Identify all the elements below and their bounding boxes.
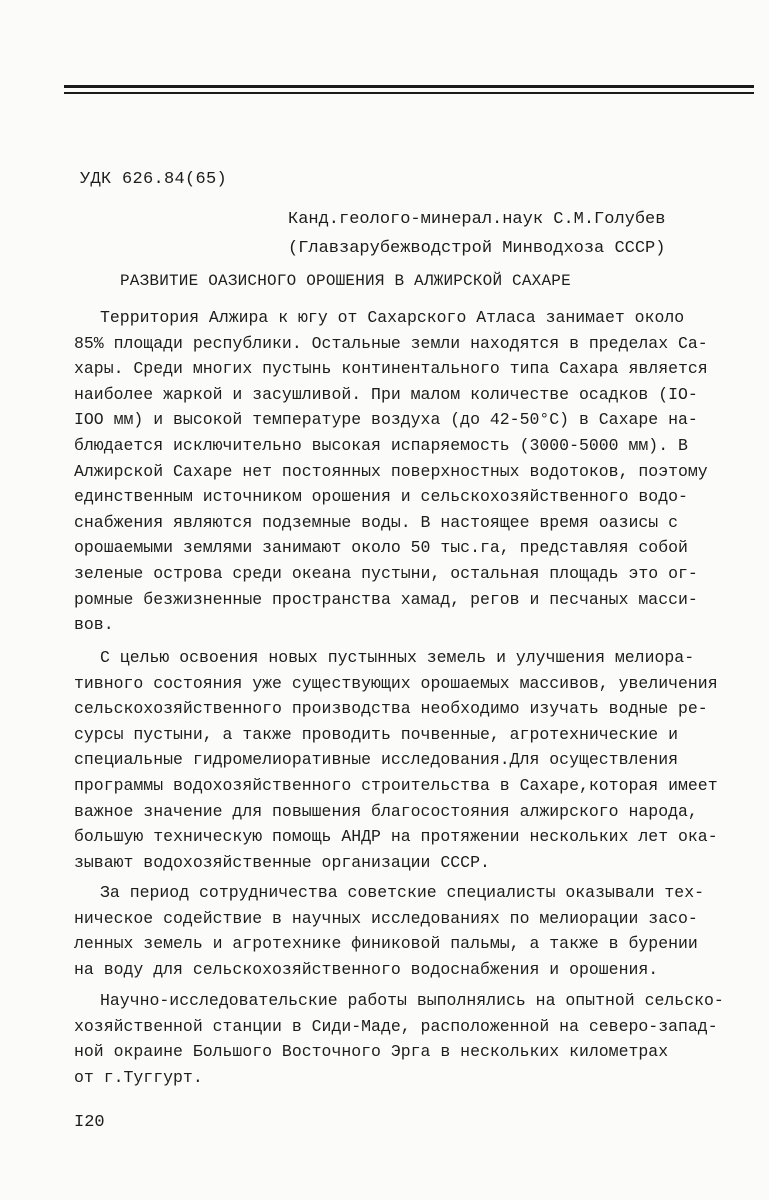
text-line: хозяйственной станции в Сиди-Маде, расположенной на северо-запад- [74, 1016, 718, 1036]
text-line: важное значение для повышения благосостояния алжирского народа, [74, 801, 698, 821]
text-line: За период сотрудничества советские специалисты оказывали тех- [100, 883, 704, 902]
text-line: ленных земель и агротехнике финиковой пальмы, а также в бурении [74, 934, 698, 954]
page-number: I20 [74, 1113, 105, 1132]
udk-code: УДК 626.84(65) [80, 170, 228, 189]
text-line: единственным источником орошения и сельскохозяйственного водо- [74, 487, 688, 507]
text-line: специальные гидромелиоративные исследования.Для осуществления [74, 750, 678, 770]
text-line: зеленые острова среди океана пустыни, остальная площадь это ог- [74, 563, 698, 583]
text-line: блюдается исключительно высокая испаряемость (3000-5000 мм). В [74, 435, 688, 455]
header-rule-top [64, 85, 754, 88]
text-line: сельскохозяйственного производства необходимо изучать водные ре- [74, 699, 708, 719]
text-line: Территория Алжира к югу от Сахарского Атласа занимает около [100, 308, 685, 327]
text-line: программы водохозяйственного строительства в Сахаре,которая имеет [74, 775, 718, 795]
text-line: IOO мм) и высокой температуре воздуха (до 42-50°С) в Сахаре на- [74, 410, 698, 430]
text-line: орошаемыми землями занимают около 50 тыс.га, представляя собой [74, 538, 688, 558]
paragraph-1 [74, 305, 764, 638]
text-line: большую техническую помощь АНДР на протяжении нескольких лет ока- [74, 827, 718, 847]
text-line: тивного состояния уже существующих орошаемых массивов, увеличения [74, 673, 718, 693]
text-line: ромные безжизненные пространства хамад, регов и песчаных масси- [74, 589, 698, 609]
text-line: снабжения являются подземные воды. В настоящее время оазисы с [74, 512, 678, 532]
text-line: от г.Туггурт. [74, 1067, 203, 1087]
text-line: Научно-исследовательские работы выполнялись на опытной сельско- [100, 991, 724, 1010]
header-rule-bottom [64, 92, 754, 94]
author-block [288, 205, 665, 263]
article-title: РАЗВИТИЕ ОАЗИСНОГО ОРОШЕНИЯ В АЛЖИРСКОЙ САХАРЕ [120, 272, 571, 290]
paragraph-4 [74, 988, 764, 1090]
text-line: хары. Среди многих пустынь континентального типа Сахара является [74, 359, 708, 379]
text-line: вов. [74, 615, 114, 635]
text-line: сурсы пустыни, а также проводить почвенные, агротехнические и [74, 724, 678, 744]
text-line: на воду для сельскохозяйственного водоснабжения и орошения. [74, 959, 659, 979]
text-line: 85% площади республики. Остальные земли находятся в пределах Са- [74, 333, 708, 353]
text-line: зывают водохозяйственные организации СССР. [74, 852, 490, 872]
text-line: С целью освоения новых пустынных земель и улучшения мелиора- [100, 648, 695, 667]
text-line: ной окраине Большого Восточного Эрга в нескольких километрах [74, 1042, 669, 1062]
text-line: ническое содействие в научных исследованиях по мелиорации засо- [74, 908, 698, 928]
paragraph-2 [74, 645, 764, 875]
paragraph-3 [74, 880, 764, 982]
author-affiliation: (Главзарубежводстрой Минводхоза СССР) [288, 239, 666, 258]
author-name: Канд.геолого-минерал.наук С.М.Голубев [288, 210, 666, 229]
text-line: Алжирской Сахаре нет постоянных поверхностных водотоков, поэтому [74, 461, 708, 481]
text-line: наиболее жаркой и засушливой. При малом количестве осадков (IO- [74, 384, 698, 404]
